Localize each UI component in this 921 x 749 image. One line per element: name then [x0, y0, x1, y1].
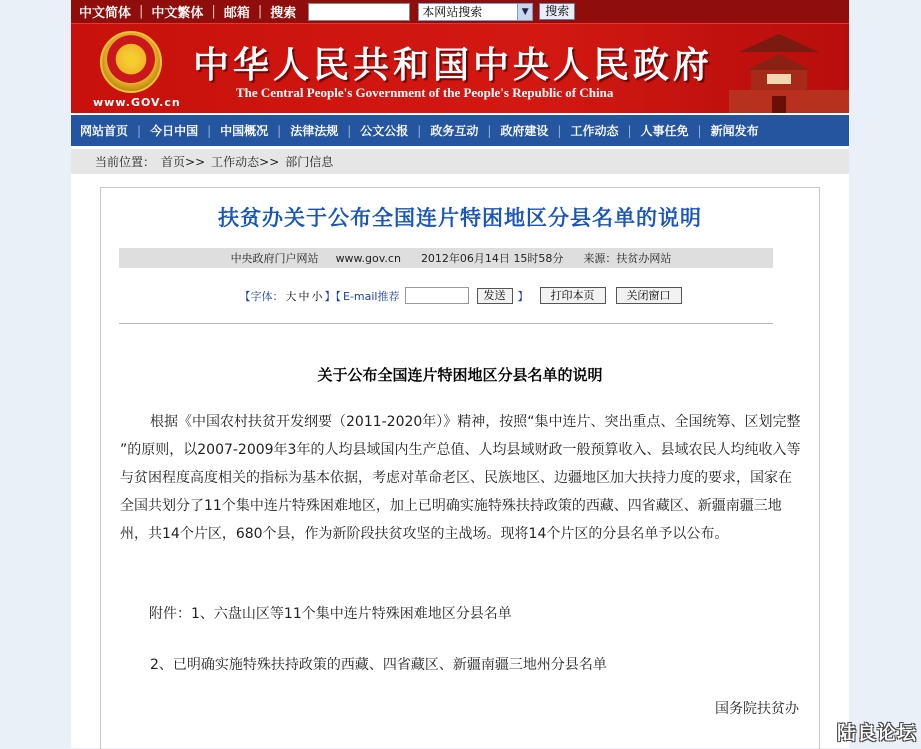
email-recommend-label: E-mail推荐: [343, 289, 400, 303]
site-title-chinese: 中华人民共和国中央人民政府: [193, 44, 714, 86]
divider: |: [347, 123, 352, 138]
chevron-down-icon[interactable]: ▼: [517, 4, 532, 20]
print-button[interactable]: 打印本页: [540, 287, 606, 304]
divider: |: [487, 123, 492, 138]
nav-today-china[interactable]: 今日中国: [150, 124, 199, 138]
email-input[interactable]: [405, 287, 469, 304]
divider: |: [137, 123, 142, 138]
nav-press[interactable]: 新闻发布: [710, 124, 759, 138]
site-url: www.GOV.cn: [93, 96, 181, 109]
divider: |: [627, 123, 632, 138]
article-body: 根据《中国农村扶贫开发纲要（2011-2020年）》精神，按照“集中连片、突出重点、全国统筹、区划完整 ”的原则，以2007-2009年3年的人均县域国内生产总值、人均县域财政一般预算收入、县域农民人均纯收入等与贫困程度高度相关的指标为基本依据，考虑对革命老区、民族地区、边疆地区加大扶持力度的要求，国家在全国共划分了11个集中连片特殊困难地区，加上已明确实施特殊扶持政策的西藏、四省藏区、新疆南疆三地州，共14个片区，680个县，作为新阶段扶贫攻坚的主战场。现将14个片区的分县名单予以公布。: [120, 414, 801, 542]
meta-source: 来源：扶贫办网站: [583, 252, 672, 265]
article-signature: 国务院扶贫办: [715, 701, 799, 717]
font-size-label: 【字体：: [239, 289, 284, 303]
divider: |: [207, 123, 212, 138]
article-subtitle: 关于公布全国连片特困地区分县名单的说明: [317, 366, 603, 384]
divider: [119, 323, 773, 324]
breadcrumb-home[interactable]: 首页>>: [161, 155, 206, 169]
search-label: 搜索: [270, 6, 297, 21]
article-title: 扶贫办关于公布全国连片特困地区分县名单的说明: [218, 206, 702, 230]
breadcrumb: [71, 149, 849, 174]
divider: |: [557, 123, 562, 138]
meta-site: 中央政府门户网站 www.gov.cn: [230, 252, 401, 265]
font-medium-link[interactable]: 中: [298, 289, 310, 303]
site-title-english: The Central People's Government of the People's Republic of China: [236, 85, 614, 100]
divider: |: [697, 123, 702, 138]
search-scope-select[interactable]: [418, 3, 533, 21]
link-mailbox[interactable]: 邮箱: [223, 6, 250, 21]
search-button[interactable]: 搜索: [539, 3, 575, 20]
page-container: [71, 0, 849, 748]
nav-work-news[interactable]: 工作动态: [570, 124, 619, 138]
nav-bulletins[interactable]: 公文公报: [360, 124, 409, 138]
nav-interaction[interactable]: 政务互动: [430, 124, 479, 138]
nav-appointments[interactable]: 人事任免: [640, 124, 689, 138]
national-emblem-icon: ★: [100, 31, 162, 93]
divider: |: [211, 4, 216, 19]
send-button[interactable]: 发送: [477, 288, 513, 304]
link-simplified-chinese[interactable]: 中文简体: [79, 6, 132, 21]
font-small-link[interactable]: 小: [311, 289, 323, 303]
meta-datetime: 2012年06月14日 15时58分: [420, 252, 564, 265]
top-utility-bar: [71, 0, 849, 23]
article-tools: [101, 287, 819, 304]
close-window-button[interactable]: 关闭窗口: [616, 287, 682, 304]
divider: |: [257, 4, 263, 19]
attachment-1-link[interactable]: 附件：1、六盘山区等11个集中连片特殊困难地区分县名单: [149, 606, 512, 622]
header-banner: [71, 23, 849, 113]
forum-watermark: 陆良论坛: [836, 722, 917, 744]
article-meta: [119, 248, 773, 268]
divider: |: [417, 123, 422, 138]
search-scope-value: 本网站搜索: [422, 5, 483, 19]
search-input[interactable]: [308, 3, 410, 21]
font-large-link[interactable]: 大: [285, 289, 297, 303]
nav-home[interactable]: 网站首页: [80, 124, 129, 138]
bracket-text: 】【: [324, 289, 341, 303]
breadcrumb-work-news[interactable]: 工作动态>>: [211, 155, 280, 169]
tiananmen-gate-icon: [709, 24, 849, 113]
breadcrumb-label: 当前位置：: [95, 155, 156, 169]
nav-government[interactable]: 政府建设: [500, 124, 549, 138]
divider: |: [139, 4, 144, 19]
divider: |: [277, 123, 282, 138]
bracket-text: 】: [517, 289, 529, 303]
article-panel: [100, 187, 820, 749]
main-navigation: [71, 115, 849, 146]
breadcrumb-dept-info[interactable]: 部门信息: [285, 155, 334, 169]
link-traditional-chinese[interactable]: 中文繁体: [151, 6, 204, 21]
nav-laws[interactable]: 法律法规: [290, 124, 339, 138]
nav-china-overview[interactable]: 中国概况: [220, 124, 269, 138]
attachment-2-link[interactable]: 2、已明确实施特殊扶持政策的西藏、四省藏区、新疆南疆三地州分县名单: [150, 657, 607, 673]
